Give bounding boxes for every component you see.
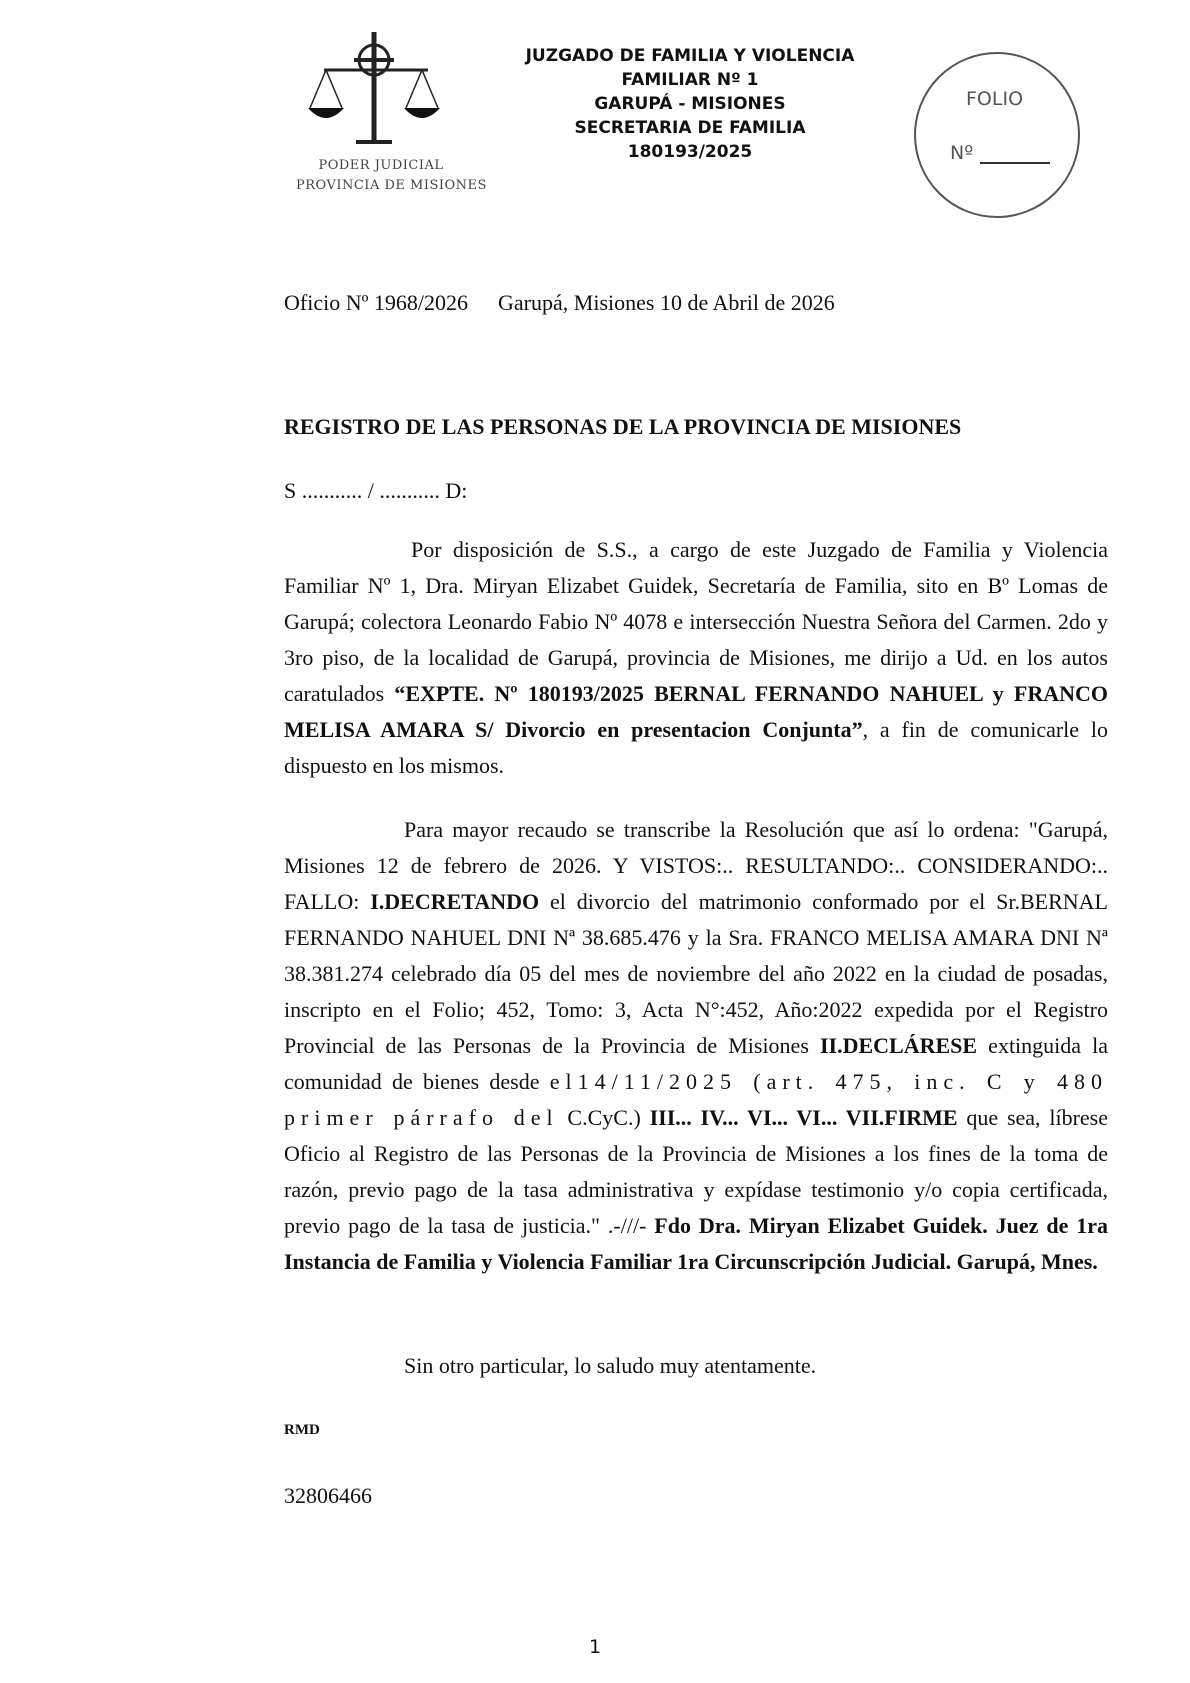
- paragraph-2: [284, 812, 1108, 1280]
- folio-stamp: [914, 52, 1080, 218]
- resolution-bold: III... IV... VI... VI... VII.FIRME: [649, 1105, 958, 1130]
- resolution-text-spaced: el14/11/2025 (art. 475, inc. C y 480 primer párrafo del: [284, 1069, 1109, 1130]
- oficio-line: [284, 290, 835, 316]
- folio-number-label: Nº: [950, 142, 974, 164]
- court-header-line: JUZGADO DE FAMILIA Y VIOLENCIA: [525, 46, 855, 66]
- document-code: 32806466: [284, 1483, 372, 1508]
- court-logo: [296, 30, 487, 210]
- court-header-line: GARUPÁ - MISIONES: [594, 94, 786, 114]
- recipient: REGISTRO DE LAS PERSONAS DE LA PROVINCIA DE MISIONES: [284, 414, 962, 439]
- case-title: “EXPTE. Nº 180193/2025 BERNAL FERNANDO NAHUEL y FRANCO MELISA AMARA S/ Divorcio en presentacion Conjunta”: [284, 681, 1108, 742]
- court-header-line: SECRETARIA DE FAMILIA: [574, 118, 806, 138]
- resolution-text: Para mayor recaudo se transcribe la Resolución que así lo ordena: "Garupá, Misiones 12 de febrero de 2026. Y VISTOS:.. RESULTANDO:.. CONSIDERANDO:.. FALLO:: [284, 817, 1108, 914]
- folio-number-blank: [980, 162, 1050, 164]
- court-header-line: FAMILIAR Nº 1: [621, 70, 759, 90]
- place-date: Garupá, Misiones 10 de Abril de 2026: [498, 290, 835, 315]
- page-number: 1: [588, 1636, 602, 1658]
- signature-line: Fdo Dra. Miryan Elizabet Guidek. Juez de 1ra Instancia de Familia y Violencia Familiar 1ra Circunscripción Judicial. Garupá, Mnes.: [284, 1213, 1108, 1274]
- resolution-text: C.CyC.): [558, 1105, 650, 1130]
- resolution-text: el divorcio del matrimonio conformado por el Sr.BERNAL FERNANDO NAHUEL DNI Nª 38.685.476 y la Sra. FRANCO MELISA AMARA DNI Nª 38.381.274 celebrado día 05 del mes de noviembre del año 2022 en la ciudad de posadas, inscripto en el Folio; 452, Tomo: 3, Acta N°:452, Año:2022 expedida por el Registro Provincial de las Personas de la Provincia de Misiones: [284, 889, 1108, 1058]
- folio-label: FOLIO: [966, 88, 1024, 110]
- paragraph-1-text-end: , a fin de comunicarle lo dispuesto en los mismos.: [284, 717, 1108, 778]
- resolution-text: que sea, líbrese Oficio al Registro de las Personas de la Provincia de Misiones a los fines de la toma de razón, previo pago de la tasa administrativa y expídase testimonio y/o copia certificada, previo pago de la tasa de justicia." .-///-: [284, 1105, 1108, 1238]
- salutation: S ........... / ........... D:: [284, 478, 468, 503]
- resolution-text: extinguida la comunidad de bienes desde: [284, 1033, 1108, 1094]
- initials: RMD: [284, 1422, 320, 1438]
- paragraph-1: [284, 532, 1108, 784]
- logo-line-2: PROVINCIA DE MISIONES: [296, 178, 487, 193]
- resolution-bold: II.DECLÁRESE: [819, 1033, 978, 1058]
- scales-of-justice-icon: [306, 30, 456, 150]
- logo-line-1: PODER JUDICIAL: [318, 158, 444, 173]
- resolution-bold: I.DECRETANDO: [370, 889, 540, 914]
- oficio-number: Oficio Nº 1968/2026: [284, 290, 469, 315]
- closing: Sin otro particular, lo saludo muy atentamente.: [404, 1353, 817, 1378]
- court-header-line: 180193/2025: [627, 142, 753, 162]
- paragraph-1-text: Por disposición de S.S., a cargo de este Juzgado de Familia y Violencia Familiar Nº 1, Dra. Miryan Elizabet Guidek, Secretaría de Familia, sito en Bº Lomas de Garupá; colectora Leonardo Fabio Nº 4078 e intersección Nuestra Señora del Carmen. 2do y 3ro piso, de la localidad de Garupá, provincia de Misiones, me dirijo a Ud. en los autos caratulados: [284, 537, 1108, 706]
- court-header: [490, 44, 890, 164]
